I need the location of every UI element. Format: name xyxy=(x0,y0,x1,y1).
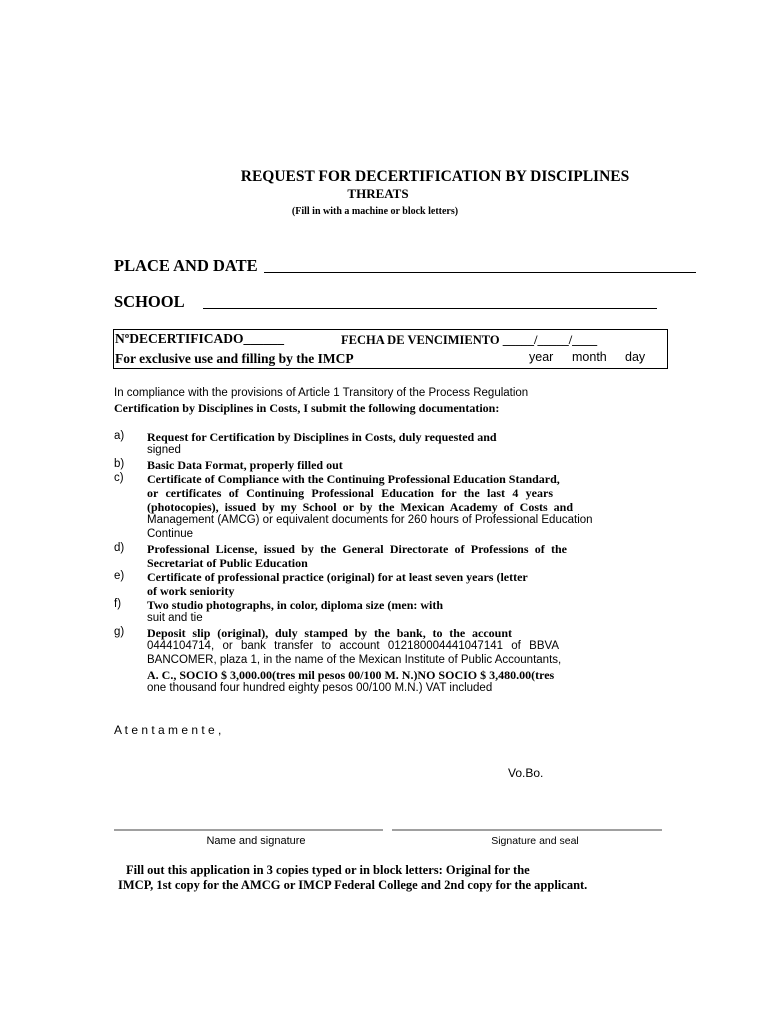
item-c-line-4: Management (AMCG) or equivalent documents for 260 hours of Professional Education xyxy=(147,514,593,526)
exclusive-use-label: For exclusive use and filling by the IMCP xyxy=(115,351,354,366)
item-letter: e) xyxy=(114,570,125,582)
vobo-label: Vo.Bo. xyxy=(508,766,544,780)
item-c-line-5: Continue xyxy=(147,528,194,540)
document-title: REQUEST FOR DECERTIFICATION BY DISCIPLINES xyxy=(240,168,630,185)
item-letter: g) xyxy=(114,626,125,638)
intro-line-1: In compliance with the provisions of Article 1 Transitory of the Process Regulation xyxy=(114,387,529,399)
item-a-line-1: Request for Certification by Disciplines in Costs, duly requested and xyxy=(147,430,497,444)
place-date-label: PLACE AND DATE xyxy=(114,256,258,275)
item-f-line-1: Two studio photographs, in color, diploma size (men: with xyxy=(147,598,444,612)
item-f-line-2: suit and tie xyxy=(147,612,203,624)
year-label: year xyxy=(529,350,554,364)
certificate-number-label: NºDECERTIFICADO______ xyxy=(115,331,284,346)
item-e-line-2: of work seniority xyxy=(147,584,235,598)
item-b-line-1: Basic Data Format, properly filled out xyxy=(147,458,343,472)
school-label: SCHOOL xyxy=(114,292,185,311)
item-g-line-4: A. C., SOCIO $ 3,000.00(tres mil pesos 00/100 M. N.)NO SOCIO $ 3,480.00(tres xyxy=(147,668,555,682)
item-letter: c) xyxy=(114,472,124,484)
fill-instruction-note: (Fill in with a machine or block letters) xyxy=(291,206,459,217)
sincerely-label: A t e n t a m e n t e , xyxy=(114,723,222,737)
item-letter: f) xyxy=(114,598,122,610)
item-letter: a) xyxy=(114,430,125,442)
item-c-line-2: or certificates of Continuing Professional Education for the last 4 years xyxy=(147,486,553,500)
footer-line-2: IMCP, 1st copy for the AMCG or IMCP Federal College and 2nd copy for the applicant. xyxy=(118,878,588,892)
day-label: day xyxy=(625,350,646,364)
item-d-line-1: Professional License, issued by the General Directorate of Professions of the xyxy=(147,542,567,556)
expiry-date-label: FECHA DE VENCIMIENTO _____/_____/____ xyxy=(341,333,598,347)
item-g-line-3: BANCOMER, plaza 1, in the name of the Mexican Institute of Public Accountants, xyxy=(147,654,562,666)
name-signature-caption: Name and signature xyxy=(206,835,306,847)
item-letter: d) xyxy=(114,542,125,554)
item-g-line-1: Deposit slip (original), duly stamped by the bank, to the account xyxy=(147,626,512,640)
item-e-line-1: Certificate of professional practice (original) for at least seven years (letter xyxy=(147,570,528,584)
item-g-line-5: one thousand four hundred eighty pesos 00/100 M.N.) VAT included xyxy=(147,682,493,694)
item-c-line-3: (photocopies), issued by my School or by the Mexican Academy of Costs and xyxy=(147,500,573,514)
item-d-line-2: Secretariat of Public Education xyxy=(147,556,308,570)
school-field[interactable] xyxy=(203,308,657,309)
item-a-line-2: signed xyxy=(147,444,181,456)
month-label: month xyxy=(572,350,607,364)
signature-seal-caption: Signature and seal xyxy=(491,835,579,847)
document-subtitle: THREATS xyxy=(347,186,409,201)
place-date-field[interactable] xyxy=(264,272,696,273)
item-g-line-2: 0444104714, or bank transfer to account 012180004441047141 of BBVA xyxy=(147,640,559,652)
intro-line-2: Certification by Disciplines in Costs, I submit the following documentation: xyxy=(114,401,500,415)
item-c-line-1: Certificate of Compliance with the Continuing Professional Education Standard, xyxy=(147,472,560,486)
signature-seal-line[interactable] xyxy=(392,829,662,831)
footer-line-1: Fill out this application in 3 copies typed or in block letters: Original for the xyxy=(126,863,530,877)
name-signature-line[interactable] xyxy=(114,829,383,831)
item-letter: b) xyxy=(114,458,125,470)
